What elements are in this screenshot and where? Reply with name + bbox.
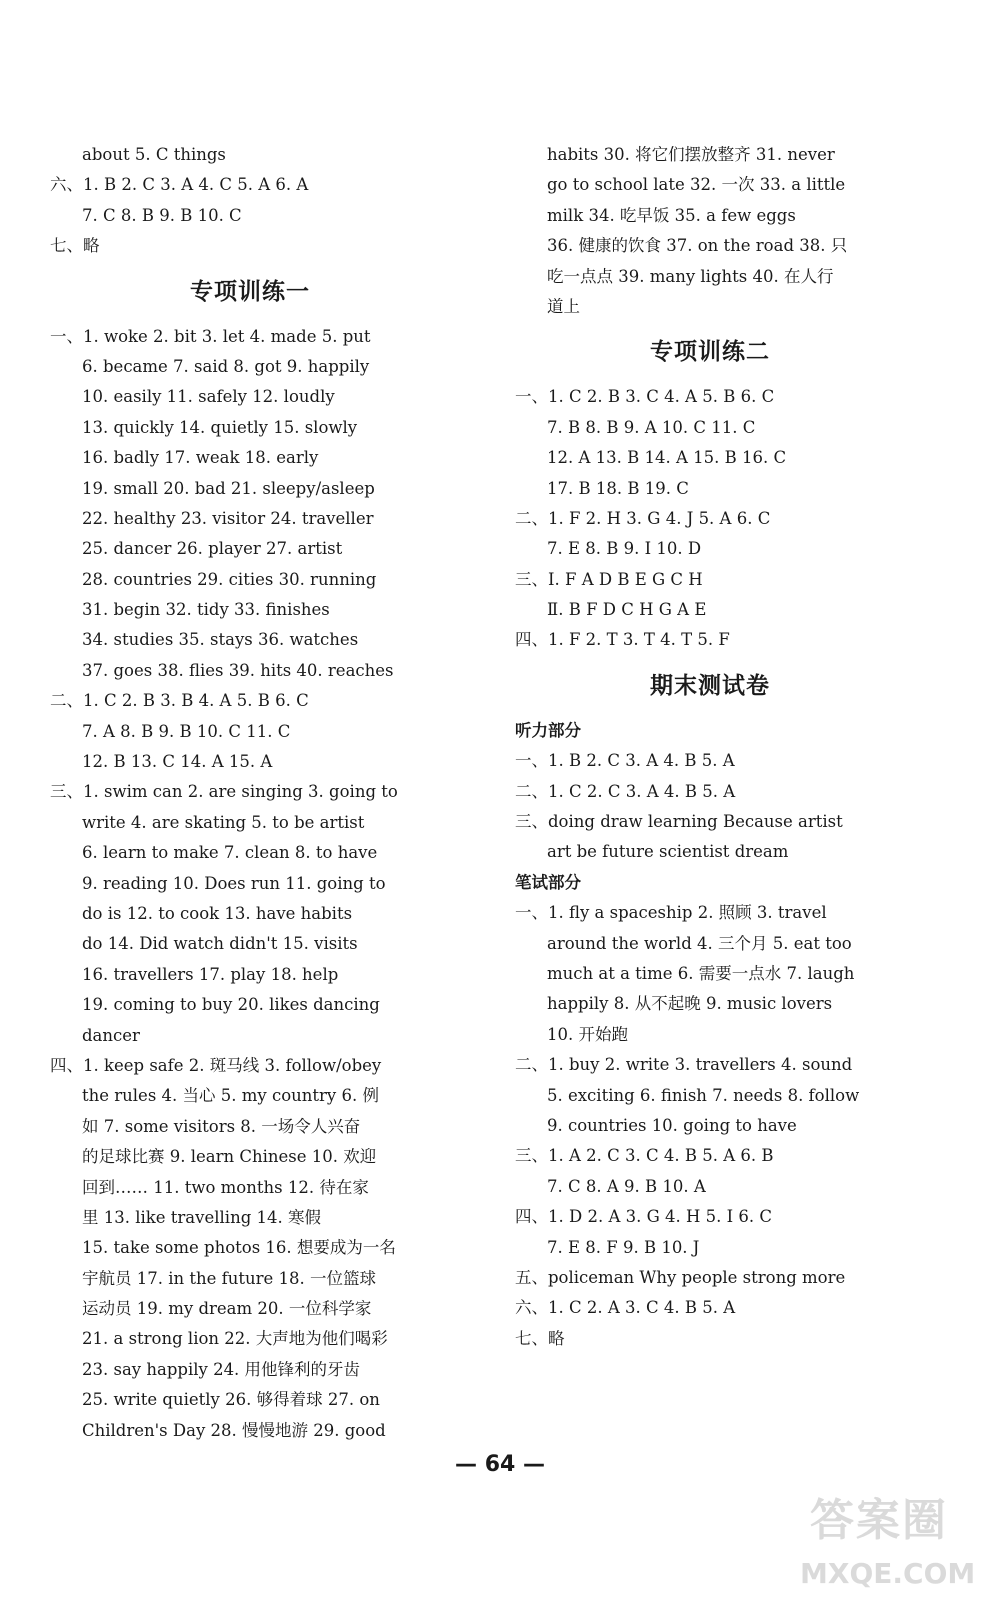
answer-line: 9. countries 10. going to have [547, 1115, 797, 1135]
answer-line: 7. E 8. F 9. B 10. J [547, 1237, 700, 1257]
answer-line: around the world 4. 三个月 5. eat too [547, 933, 852, 953]
answer-line: habits 30. 将它们摆放整齐 31. never [547, 145, 835, 164]
answer-line: 一、1. fly a spaceship 2. 照顾 3. travel [515, 903, 827, 923]
answer-line: 13. quickly 14. quietly 15. slowly [82, 417, 358, 437]
section-subheading: 听力部分 [515, 720, 581, 740]
answer-line: 19. coming to buy 20. likes dancing [82, 995, 380, 1015]
answer-line: 7. A 8. B 9. B 10. C 11. C [82, 721, 291, 741]
answer-line: 16. travellers 17. play 18. help [82, 964, 339, 984]
answer-line: 六、1. B 2. C 3. A 4. C 5. A 6. A [50, 175, 309, 195]
answer-line: 6. learn to make 7. clean 8. to have [82, 843, 378, 863]
answer-line: 四、1. F 2. T 3. T 4. T 5. F [515, 630, 730, 650]
answer-line: 如 7. some visitors 8. 一场令人兴奋 [82, 1116, 361, 1136]
answer-line: much at a time 6. 需要一点水 7. laugh [547, 963, 855, 983]
answer-line: 7. C 8. A 9. B 10. A [547, 1176, 706, 1196]
right-column [515, 140, 905, 1354]
answer-line: 34. studies 35. stays 36. watches [82, 630, 359, 650]
answer-line: do 14. Did watch didn't 15. visits [82, 934, 358, 954]
answer-line: 道上 [547, 296, 580, 316]
answer-line: dancer [82, 1025, 140, 1045]
watermark-url: MXQE.COM [800, 1557, 976, 1590]
answer-line: 宇航员 17. in the future 18. 一位篮球 [82, 1268, 377, 1288]
answer-line: 四、1. keep safe 2. 斑马线 3. follow/obey [50, 1055, 382, 1075]
answer-line: 15. take some photos 16. 想要成为一名 [82, 1238, 396, 1258]
left-column [50, 140, 450, 1446]
answer-line: 12. B 13. C 14. A 15. A [82, 752, 273, 772]
section-heading: 专项训练二 [650, 339, 770, 366]
answer-line: 七、略 [515, 1328, 565, 1348]
answer-line: 运动员 19. my dream 20. 一位科学家 [82, 1299, 372, 1319]
answer-line: 二、1. C 2. B 3. B 4. A 5. B 6. C [50, 691, 309, 711]
answer-line: 一、1. B 2. C 3. A 4. B 5. A [515, 751, 735, 771]
answer-line: 二、1. buy 2. write 3. travellers 4. sound [515, 1055, 853, 1075]
answer-line: 37. goes 38. flies 39. hits 40. reaches [82, 660, 394, 680]
answer-line: 7. B 8. B 9. A 10. C 11. C [547, 417, 756, 437]
section-subheading: 笔试部分 [515, 872, 581, 892]
answer-line: 五、policeman Why people strong more [515, 1267, 846, 1287]
answer-line: art be future scientist dream [547, 842, 789, 862]
answer-line: Ⅱ. B F D C H G A E [547, 600, 707, 620]
answer-line: 吃一点点 39. many lights 40. 在人行 [547, 266, 834, 286]
watermark-logo [800, 1488, 980, 1598]
answer-line: 17. B 18. B 19. C [547, 478, 689, 498]
answer-line: 七、略 [50, 236, 100, 256]
answer-line: 25. write quietly 26. 够得着球 27. on [82, 1390, 380, 1410]
answer-line: 21. a strong lion 22. 大声地为他们喝彩 [82, 1329, 388, 1349]
answer-line: 10. easily 11. safely 12. loudly [82, 387, 335, 407]
answer-line: milk 34. 吃早饭 35. a few eggs [547, 205, 796, 225]
answer-line: Children's Day 28. 慢慢地游 29. good [82, 1420, 386, 1440]
answer-line: 里 13. like travelling 14. 寒假 [82, 1207, 321, 1227]
answer-line: 7. C 8. B 9. B 10. C [82, 205, 242, 225]
answer-line: 10. 开始跑 [547, 1024, 628, 1044]
answer-line: 三、Ⅰ. F A D B E G C H [515, 569, 703, 589]
answer-line: write 4. are skating 5. to be artist [82, 812, 365, 832]
answer-line: 36. 健康的饮食 37. on the road 38. 只 [547, 236, 848, 256]
page-number: — 64 — [455, 1452, 545, 1477]
answer-line: 7. E 8. B 9. I 10. D [547, 539, 702, 559]
answer-line: do is 12. to cook 13. have habits [82, 903, 353, 923]
watermark-title: 答案圈 [810, 1495, 948, 1546]
answer-line: 的足球比赛 9. learn Chinese 10. 欢迎 [82, 1147, 377, 1167]
answer-line: 三、1. A 2. C 3. C 4. B 5. A 6. B [515, 1146, 774, 1166]
answer-line: 23. say happily 24. 用他锋利的牙齿 [82, 1359, 361, 1379]
answer-line: 31. begin 32. tidy 33. finishes [82, 600, 330, 620]
answer-line: 二、1. F 2. H 3. G 4. J 5. A 6. C [515, 508, 771, 528]
answer-line: 12. A 13. B 14. A 15. B 16. C [547, 448, 787, 468]
answer-line: 16. badly 17. weak 18. early [82, 448, 319, 468]
answer-line: 三、1. swim can 2. are singing 3. going to [50, 782, 398, 802]
answer-line: 9. reading 10. Does run 11. going to [82, 873, 386, 893]
answer-line: 5. exciting 6. finish 7. needs 8. follow [547, 1085, 860, 1105]
answer-line: 四、1. D 2. A 3. G 4. H 5. I 6. C [515, 1207, 773, 1227]
answer-line: 二、1. C 2. C 3. A 4. B 5. A [515, 781, 736, 801]
answer-line: go to school late 32. 一次 33. a little [547, 175, 846, 195]
answer-line: 28. countries 29. cities 30. running [82, 569, 377, 589]
answer-line: 一、1. C 2. B 3. C 4. A 5. B 6. C [515, 387, 775, 407]
section-heading: 专项训练一 [190, 278, 310, 305]
answer-line: happily 8. 从不起晚 9. music lovers [547, 994, 833, 1014]
answer-line: the rules 4. 当心 5. my country 6. 例 [82, 1086, 379, 1106]
answer-line: 六、1. C 2. A 3. C 4. B 5. A [515, 1298, 736, 1318]
answer-line: 三、doing draw learning Because artist [515, 812, 843, 832]
answer-line: 22. healthy 23. visitor 24. traveller [82, 508, 374, 528]
answer-line: about 5. C things [82, 145, 226, 164]
section-heading: 期末测试卷 [650, 672, 770, 699]
answer-line: 6. became 7. said 8. got 9. happily [82, 356, 370, 376]
answer-line: 回到…… 11. two months 12. 待在家 [82, 1177, 369, 1197]
answer-line: 25. dancer 26. player 27. artist [82, 539, 343, 559]
answer-line: 19. small 20. bad 21. sleepy/asleep [82, 478, 375, 498]
answer-line: 一、1. woke 2. bit 3. let 4. made 5. put [50, 326, 371, 346]
